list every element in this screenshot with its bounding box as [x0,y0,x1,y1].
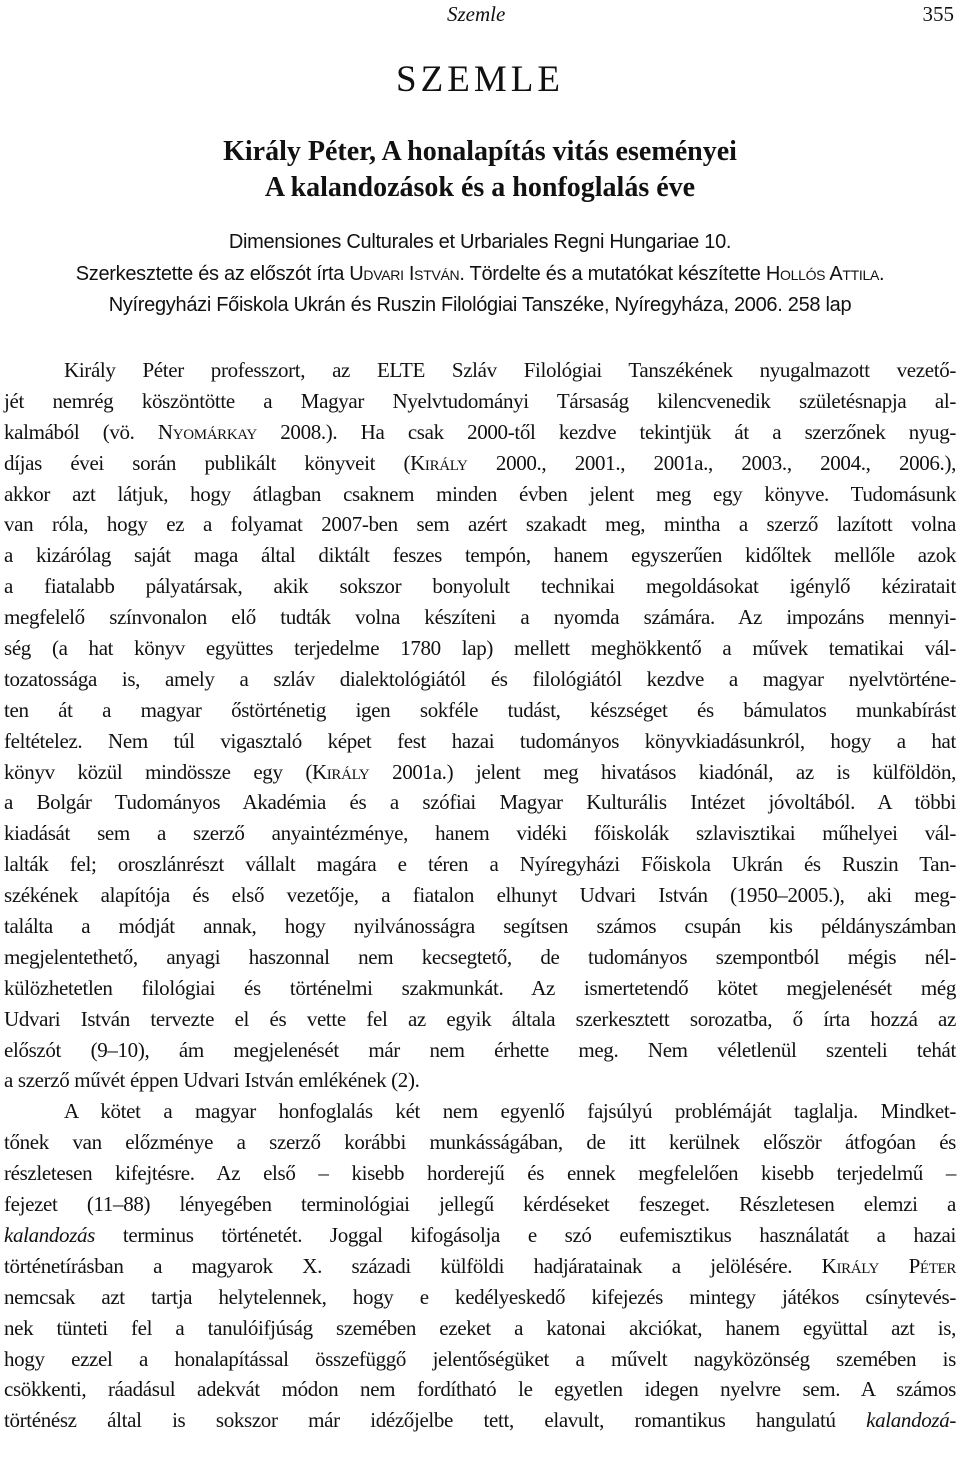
book-editors: Szerkesztette és az előszót írta Udvari István. Tördelte és a mutatókat készítette Hollós Attila. [75,262,885,285]
body-line: Udvari István tervezte el és vette fel az egyik általa szerkesztett sorozatba, ő írta hozzá az [4,1006,956,1031]
book-publisher: Nyíregyházi Főiskola Ukrán és Ruszin Filológiai Tanszéke, Nyíregyháza, 2006. 258 lap [108,294,852,316]
body-line: a fiatalabb pályatársak, akik sokszor bonyolult technikai megoldásokat igénylő kéziratait [4,574,956,599]
body-line: megfelelő színvonalon elő tudták volna készíteni a nyomda számára. Az impozáns mennyi- [4,605,956,630]
book-title [0,134,960,206]
book-series: Dimensiones Culturales et Urbariales Regni Hungariae 10. [228,231,732,253]
body-line: találta a módját annak, hogy nyilvánosságra segítsen számos csupán kis példányszámban [4,914,956,939]
review-body [4,355,956,1436]
body-line: kalandozás terminus történetét. Joggal kifogásolja e szó eufemisztikus használatát a hazai [4,1222,956,1247]
running-head-section: Szemle [447,2,506,26]
body-line: ség (a hat könyv együttes terjedelme 1780 lap) mellett meghökkentő a művek tematikai vál- [4,636,956,661]
body-line: hogy ezzel a honalapítással összefüggő jelentőségüket a művelt nagyközönség szemében is [4,1346,956,1371]
book-title-line-1: Király Péter, A honalapítás vitás eseményei [223,136,737,167]
body-line: könyv közül mindössze egy (Király 2001a.) jelent meg hivatásos kiadónál, az is külföldön, [4,759,956,784]
body-line: nek tünteti fel a tanulóifjúság szemében ezeket a katonai akciókat, hanem együttal azt is, [4,1315,956,1340]
body-line: székének alapítója és első vezetője, a fiatalon elhunyt Udvari István (1950–2005.), aki meg- [4,883,956,908]
body-line: lalták fel; oroszlánrészt vállalt magára e téren a Nyíregyházi Főiskola Ukrán és Ruszin Tan- [4,852,956,877]
body-line: a Bolgár Tudományos Akadémia és a szófiai Magyar Kulturális Intézet jóvoltából. A többi [4,790,956,815]
body-line: külözhetetlen filológiai és történelmi szakmunkát. Az ismertetendő kötet megjelenését még [4,975,956,1000]
body-line: részletesen kifejtésre. Az első – kisebb horderejű és ennek megfelelően kisebb terjedelmű – [4,1161,956,1186]
body-line: feltételez. Nem túl vigasztaló képet fest hazai tudományos könyvkiadásunkról, hogy a hat [4,728,956,753]
body-line: előszót (9–10), ám megjelenését már nem érhette meg. Nem véletlenül szenteli tehát [4,1037,956,1062]
body-line: csökkenti, ráadásul adekvát módon nem fordítható le egyetlen idegen nyelvre sem. A számos [4,1377,956,1402]
page-number: 355 [922,2,954,26]
running-head [0,2,960,28]
body-line: Király Péter professzort, az ELTE Szláv Filológiai Tanszékének nyugalmazott vezető- [64,358,956,382]
body-line: a kizárólag saját maga által diktált feszes tempón, hanem egyszerűen kidőltek mellőle azok [4,543,956,568]
body-line: A kötet a magyar honfoglalás két nem egyenlő fajsúlyú problémáját taglalja. Mindket- [64,1099,956,1124]
body-line: akkor azt látjuk, hogy átlagban csaknem minden évben jelent meg egy könyve. Tudomásunk [4,481,956,506]
book-bibliographic-info [0,227,960,322]
body-line: tozatossága is, amely a szláv dialektológiától és filológiától kezdve a magyar nyelvtörténe- [4,666,956,691]
body-line: megjelentethető, anyagi haszonnal nem kecsegtető, de tudományos szempontból mégis nél- [4,944,956,969]
body-line: van róla, hogy ez a folyamat 2007-ben sem azért szakadt meg, mintha a szerző lazított volna [4,512,956,537]
section-title: SZEMLE [396,59,564,100]
body-line: a szerző művét éppen Udvari István emlékének (2). [4,1068,420,1093]
body-line: történetírásban a magyarok X. századi külföldi hadjáratainak a jelölésére. Király Péter [4,1253,956,1278]
body-line: kalmából (vö. Nyomárkay 2008.). Ha csak 2000-től kezdve tekintjük át a szerzőnek nyug- [4,419,956,444]
body-line: jét nemrég köszöntötte a Magyar Nyelvtudományi Társaság kilencvenedik születésnapja al- [4,388,956,413]
body-line: díjas évei során publikált könyveit (Király 2000., 2001., 2001a., 2003., 2004., 2006.), [4,450,956,475]
body-line: történész által is sokszor már idézőjelbe tett, elavult, romantikus hangulatú kalandozá- [4,1408,956,1433]
body-line: kiadását sem a szerző anyaintézménye, hanem vidéki főiskolák szlavisztikai műhelyei vál- [4,821,956,846]
book-title-line-2: A kalandozások és a honfoglalás éve [264,172,696,203]
body-line: ten át a magyar őstörténetig igen sokféle tudást, készséget és bámulatos munkabírást [4,697,956,722]
body-line: nemcsak azt tartja helytelennek, hogy e kedélyeskedő kifejezés mintegy játékos csínytevés- [4,1284,956,1309]
body-line: tőnek van előzménye a szerző korábbi munkásságában, de itt kerülnek először átfogóan és [4,1130,956,1155]
body-line: fejezet (11–88) lényegében terminológiai jellegű kérdéseket feszeget. Részletesen elemzi a [4,1192,956,1217]
